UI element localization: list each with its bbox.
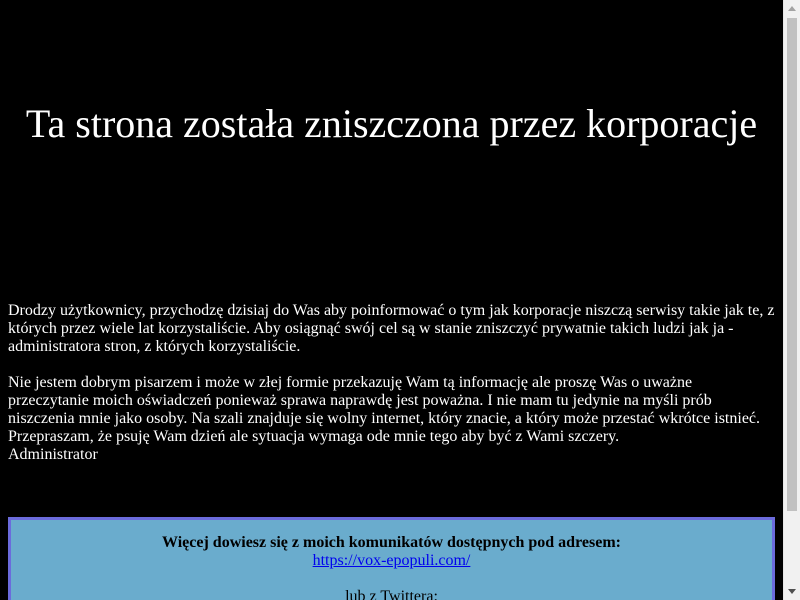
info-box <box>8 517 775 600</box>
vox-epopuli-link[interactable]: https://vox-epopuli.com/ <box>312 552 471 569</box>
scroll-down-arrow-icon[interactable] <box>784 583 800 600</box>
message-paragraph-2: Nie jestem dobrym pisarzem i może w złej formie przekazuję Wam tą informację ale proszę Was o uważne przeczytanie moich oświadczeń ponieważ sprawa naprawdę jest poważna. I nie mam tu jedynie na myśli prób niszczenia mnie jako osoby. Na szali znajduje się wolny internet, który znacie, a który może przestać wkrótce istnieć. Przepraszam, że psuję Wam dzień ale sytuacja wymaga ode mnie tego aby być z Wami szczery. <box>8 374 761 445</box>
message-signature: Administrator <box>8 446 98 463</box>
page-headline: Ta strona została zniszczona przez korporacje <box>25 101 758 146</box>
info-box-title: Więcej dowiesz się z moich komunikatów dostępnych pod adresem: <box>162 534 621 551</box>
twitter-label: lub z Twittera: <box>345 588 438 600</box>
message-paragraph-1: Drodzy użytkownicy, przychodzę dzisiaj do Was aby poinformować o tym jak korporacje niszczą serwisy takie jak te, z których przez wiele lat korzystaliście. Aby osiągnąć swój cel są w stanie zniszczyć prywatnie takich ludzi jak ja - administratora stron, z których korzystaliście. <box>8 302 775 355</box>
scrollbar-thumb[interactable] <box>787 18 797 511</box>
scroll-up-arrow-icon[interactable] <box>784 0 800 17</box>
vertical-scrollbar[interactable] <box>783 0 800 600</box>
admin-message <box>8 302 775 464</box>
